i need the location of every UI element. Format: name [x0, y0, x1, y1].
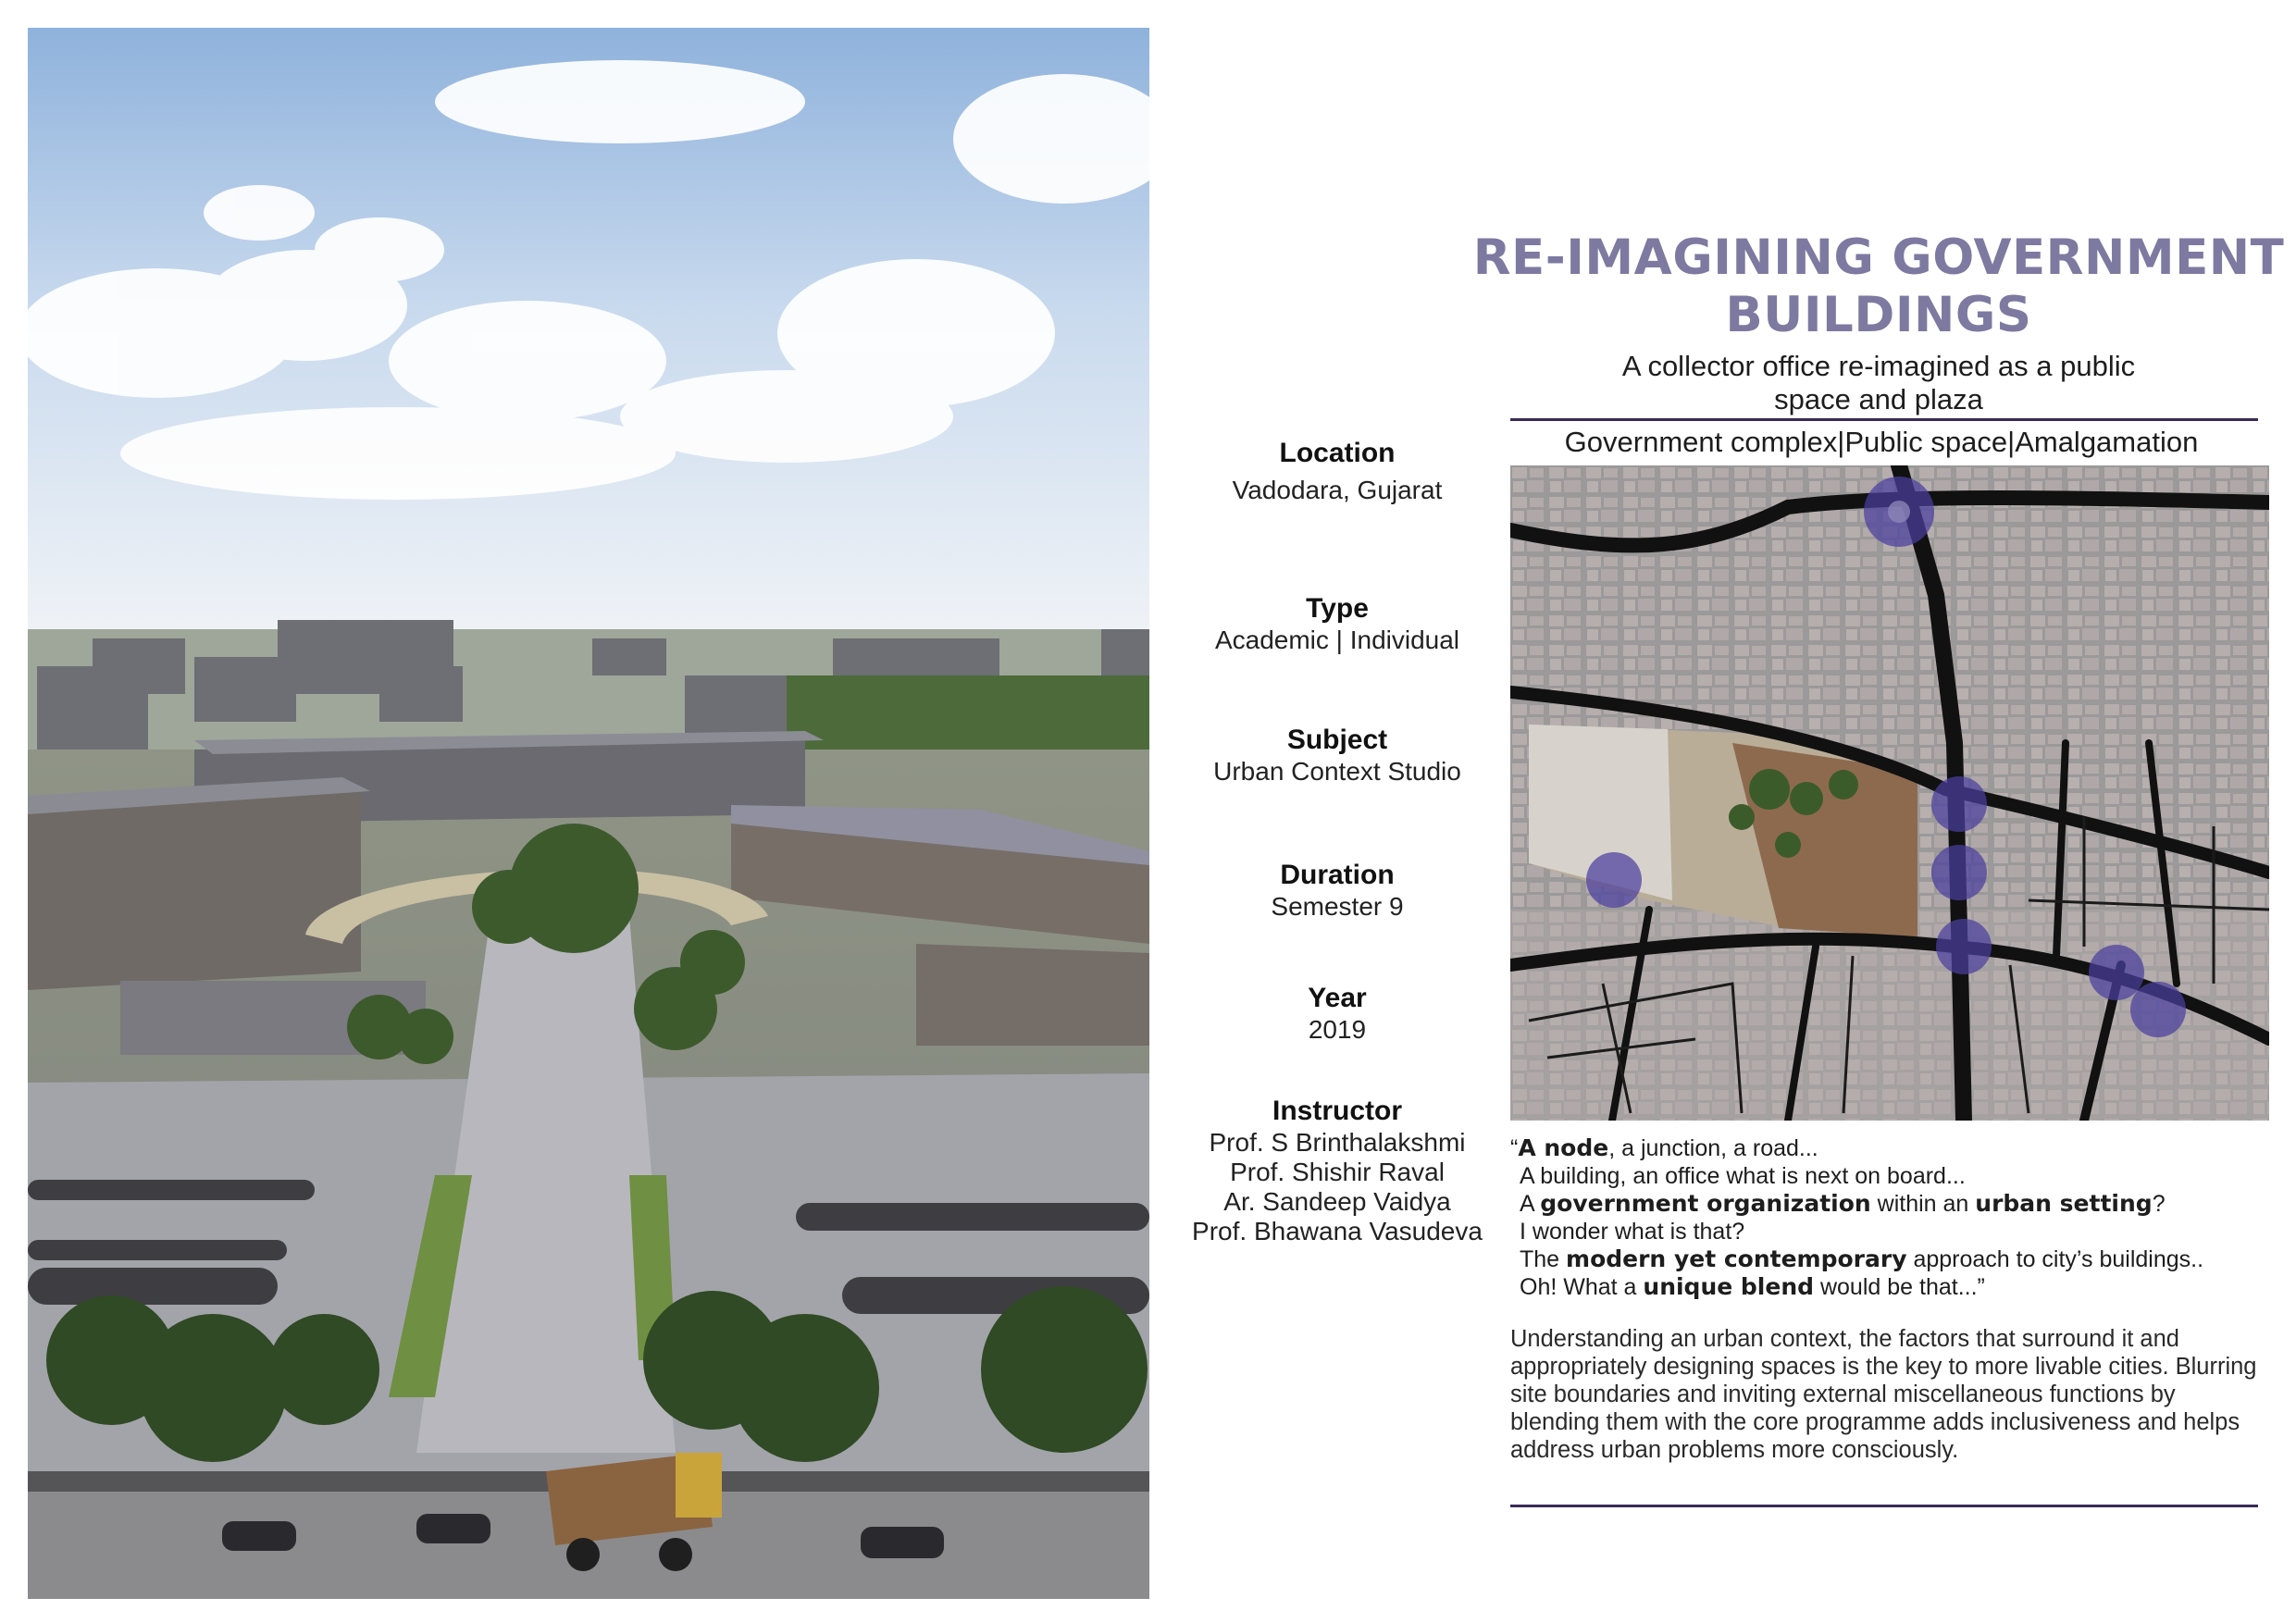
poem-text: A — [1520, 1191, 1541, 1217]
tag-separator: | — [2007, 426, 2016, 458]
info-value: Semester 9 — [1271, 892, 1404, 921]
aerial-rendering-image — [28, 28, 1149, 1599]
poem-text: , a junction, a road... — [1608, 1135, 1818, 1161]
info-label: Year — [1308, 983, 1367, 1013]
info-subject — [1161, 724, 1513, 787]
tag-amalgamation: Amalgamation — [2015, 426, 2199, 458]
poem-text: The — [1520, 1246, 1567, 1272]
poem-bold-government: government organization — [1540, 1190, 1871, 1217]
info-value: Vadodara, Gujarat — [1232, 476, 1443, 504]
project-description: Understanding an urban context, the factors that surround it and appropriately designing spaces is the key to more livable cities. Blurring site boundaries and inviting external miscellaneous functions by blending them with the core programme adds inclusiveness and helps address urban problems more consciously. — [1510, 1326, 2257, 1463]
poem-bold-node: A node — [1518, 1134, 1609, 1161]
figure-ground-map-image — [1510, 465, 2269, 1121]
instructor-name: Prof. S Brinthalakshmi — [1209, 1128, 1466, 1157]
divider-bottom — [1510, 1505, 2258, 1507]
subtitle-line-1: A collector office re-imagined as a public — [1621, 350, 2136, 382]
info-value: Academic | Individual — [1214, 626, 1460, 654]
title-line-2: BUILDINGS — [1725, 287, 2032, 343]
quote-open-mark: “ — [1510, 1135, 1519, 1161]
info-value: Urban Context Studio — [1213, 757, 1461, 786]
instructor-name: Prof. Bhawana Vasudeva — [1192, 1217, 1483, 1245]
poem-quote — [1510, 1134, 2296, 1301]
instructor-name: Prof. Shishir Raval — [1230, 1158, 1445, 1186]
poem-text: I wonder what is that? — [1520, 1219, 1745, 1245]
info-label: Duration — [1280, 860, 1395, 890]
tag-separator: | — [1837, 426, 1845, 458]
info-duration — [1161, 859, 1513, 922]
poem-text: A building, an office what is next on board... — [1520, 1163, 1966, 1189]
poem-line-5 — [1510, 1245, 2296, 1273]
info-type — [1161, 592, 1513, 655]
poem-text: Oh! What a — [1520, 1274, 1644, 1300]
aerial-rendering — [28, 28, 1149, 1599]
poem-line-6 — [1510, 1273, 2296, 1301]
poem-line-1 — [1510, 1134, 2296, 1162]
poem-line-4 — [1510, 1218, 2296, 1245]
subtitle-line-2: space and plaza — [1774, 383, 1983, 415]
poem-bold-modern: modern yet contemporary — [1566, 1245, 1907, 1272]
info-label: Subject — [1286, 725, 1388, 755]
poem-text: ? — [2152, 1191, 2166, 1217]
poem-text: would be that...” — [1814, 1274, 1985, 1300]
poem-bold-unique: unique blend — [1643, 1273, 1815, 1300]
subtitle — [1518, 350, 2240, 416]
instructor-name: Ar. Sandeep Vaidya — [1223, 1187, 1451, 1216]
info-value: 2019 — [1308, 1015, 1367, 1044]
divider-top — [1510, 418, 2258, 421]
info-label: Location — [1279, 438, 1396, 468]
poem-text: approach to city’s buildings.. — [1906, 1246, 2204, 1272]
info-label: Type — [1306, 593, 1369, 624]
tag-government-complex: Government complex — [1564, 426, 1838, 458]
project-tags — [1516, 426, 2247, 459]
tag-public-space: Public space — [1844, 426, 2008, 458]
info-location — [1161, 437, 1513, 505]
title-line-1: RE-IMAGINING GOVERNMENT — [1472, 229, 2285, 286]
page-title — [1462, 229, 2295, 344]
poem-bold-urban: urban setting — [1975, 1190, 2153, 1217]
poem-line-2 — [1510, 1162, 2296, 1190]
poem-line-3 — [1510, 1190, 2296, 1218]
info-year — [1161, 982, 1513, 1045]
site-map — [1510, 465, 2269, 1121]
info-label: Instructor — [1272, 1096, 1402, 1126]
info-instructor — [1152, 1095, 1522, 1246]
poem-text: within an — [1870, 1191, 1976, 1217]
